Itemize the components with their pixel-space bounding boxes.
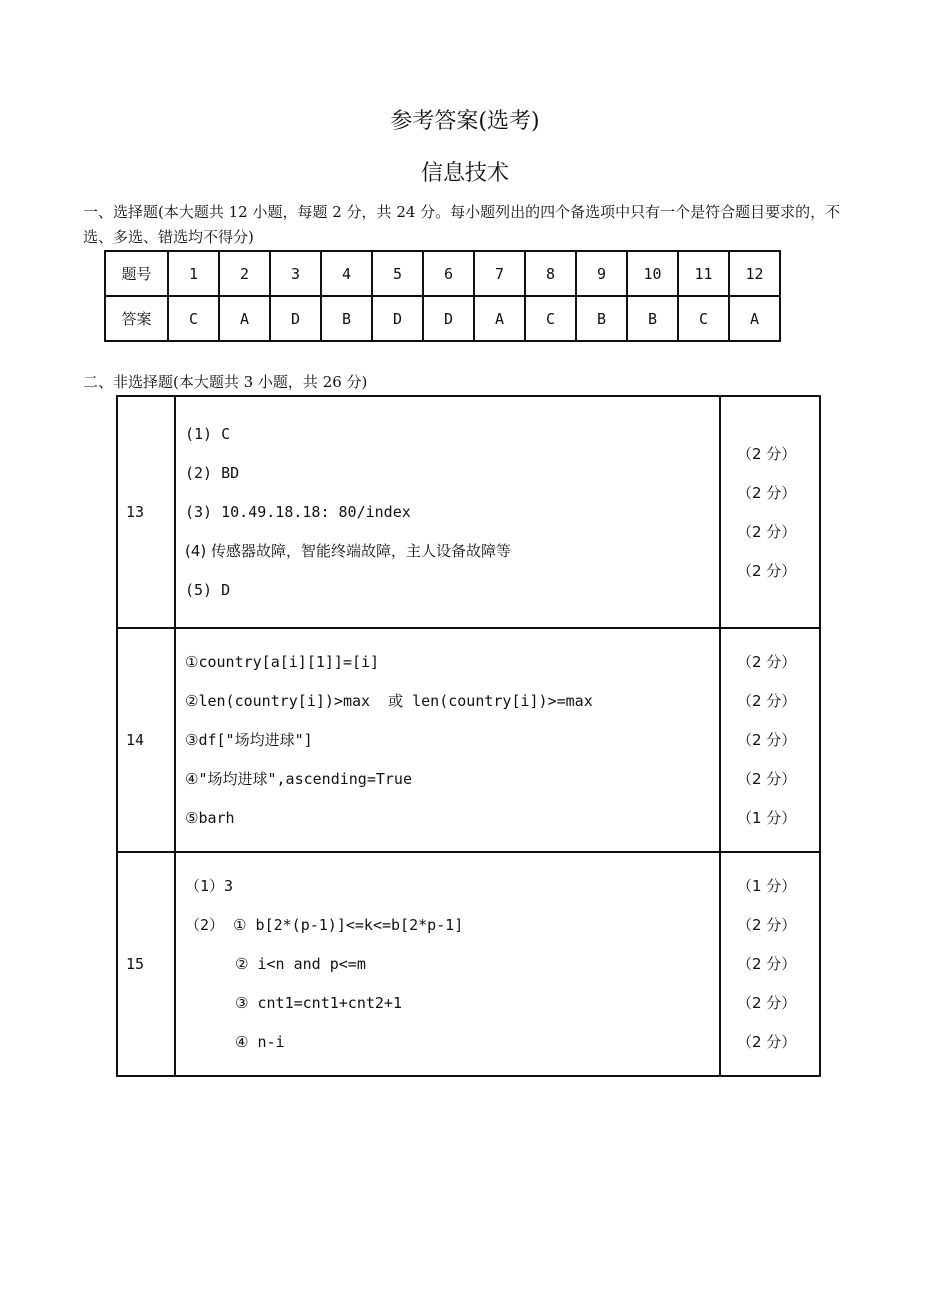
question-number: 10 (627, 251, 678, 296)
score-label: （2 分） (737, 445, 797, 463)
question-number: 4 (321, 251, 372, 296)
answer-body (175, 852, 720, 1076)
section2-heading: 二、非选择题(本大题共 3 小题，共 26 分) (83, 373, 368, 391)
answer-cell: C (525, 296, 576, 341)
question-row-13 (117, 396, 820, 628)
question-number: 2 (219, 251, 270, 296)
score-label: （2 分） (737, 484, 797, 502)
question-number: 11 (678, 251, 729, 296)
question-number: 14 (117, 628, 175, 852)
answer-line: ②len(country[i])>max 或 len(country[i])>=max (185, 691, 593, 710)
answer-cell: A (219, 296, 270, 341)
answer-cell: C (168, 296, 219, 341)
question-row-15 (117, 852, 820, 1076)
score-label: （2 分） (737, 562, 797, 580)
answer-line: (2) BD (185, 463, 240, 482)
question-number: 5 (372, 251, 423, 296)
answer-body (175, 628, 720, 852)
score-column (720, 628, 820, 852)
answer-body (175, 396, 720, 628)
score-label: （1 分） (737, 876, 797, 895)
score-label: （2 分） (737, 1032, 797, 1051)
answer-cell: B (321, 296, 372, 341)
answer-cell: A (729, 296, 780, 341)
answer-line: ④"场均进球",ascending=True (185, 769, 412, 788)
question-number: 6 (423, 251, 474, 296)
answer-cell: A (474, 296, 525, 341)
answer-key-table (104, 250, 781, 342)
answer-cell: D (423, 296, 474, 341)
score-column (720, 396, 820, 628)
answer-line: ③ cnt1=cnt1+cnt2+1 (235, 993, 402, 1012)
question-number: 1 (168, 251, 219, 296)
score-label: （1 分） (737, 808, 797, 827)
score-label: （2 分） (737, 769, 797, 788)
answer-line: ③df["场均进球"] (185, 730, 313, 749)
question-number: 13 (117, 396, 175, 628)
answer-line: （2） ① b[2*(p-1)]<=k<=b[2*p-1] (185, 915, 464, 934)
score-label: （2 分） (737, 954, 797, 973)
section1-heading: 一、选择题(本大题共 12 小题，每题 2 分，共 24 分。每小题列出的四个备选项中只有一个是符合题目要求的，不选、多选、错选均不得分) (83, 203, 841, 246)
answer-line: ①country[a[i][1]]=[i] (185, 652, 380, 671)
page-title: 参考答案(选考) (390, 109, 540, 134)
answer-line: (1) C (185, 424, 231, 443)
question-number: 3 (270, 251, 321, 296)
answer-line: (3) 10.49.18.18: 80/index (185, 502, 411, 521)
answer-detail-table (116, 395, 821, 1077)
score-column (720, 852, 820, 1076)
score-label: （2 分） (737, 915, 797, 934)
question-number-row (105, 251, 780, 296)
score-label: （2 分） (737, 730, 797, 749)
answer-line: (5) D (185, 580, 231, 599)
score-label: （2 分） (737, 523, 797, 541)
answer-cell: C (678, 296, 729, 341)
answer-row (105, 296, 780, 341)
question-number: 9 (576, 251, 627, 296)
score-label: （2 分） (737, 652, 797, 671)
answer-cell: D (270, 296, 321, 341)
answer-cell: D (372, 296, 423, 341)
answer-cell: B (576, 296, 627, 341)
answer-line: ④ n-i (235, 1032, 285, 1051)
answer-line: ② i<n and p<=m (235, 954, 366, 973)
answer-line: （1）3 (185, 876, 234, 895)
question-number: 12 (729, 251, 780, 296)
row-label: 答案 (105, 296, 168, 341)
score-label: （2 分） (737, 691, 797, 710)
question-number: 15 (117, 852, 175, 1076)
question-row-14 (117, 628, 820, 852)
answer-line: ⑤barh (185, 808, 235, 827)
subject-title: 信息技术 (420, 161, 509, 186)
row-label: 题号 (105, 251, 168, 296)
score-label: （2 分） (737, 993, 797, 1012)
question-number: 7 (474, 251, 525, 296)
question-number: 8 (525, 251, 576, 296)
answer-cell: B (627, 296, 678, 341)
answer-line: (4) 传感器故障，智能终端故障，主人设备故障等 (185, 541, 512, 560)
